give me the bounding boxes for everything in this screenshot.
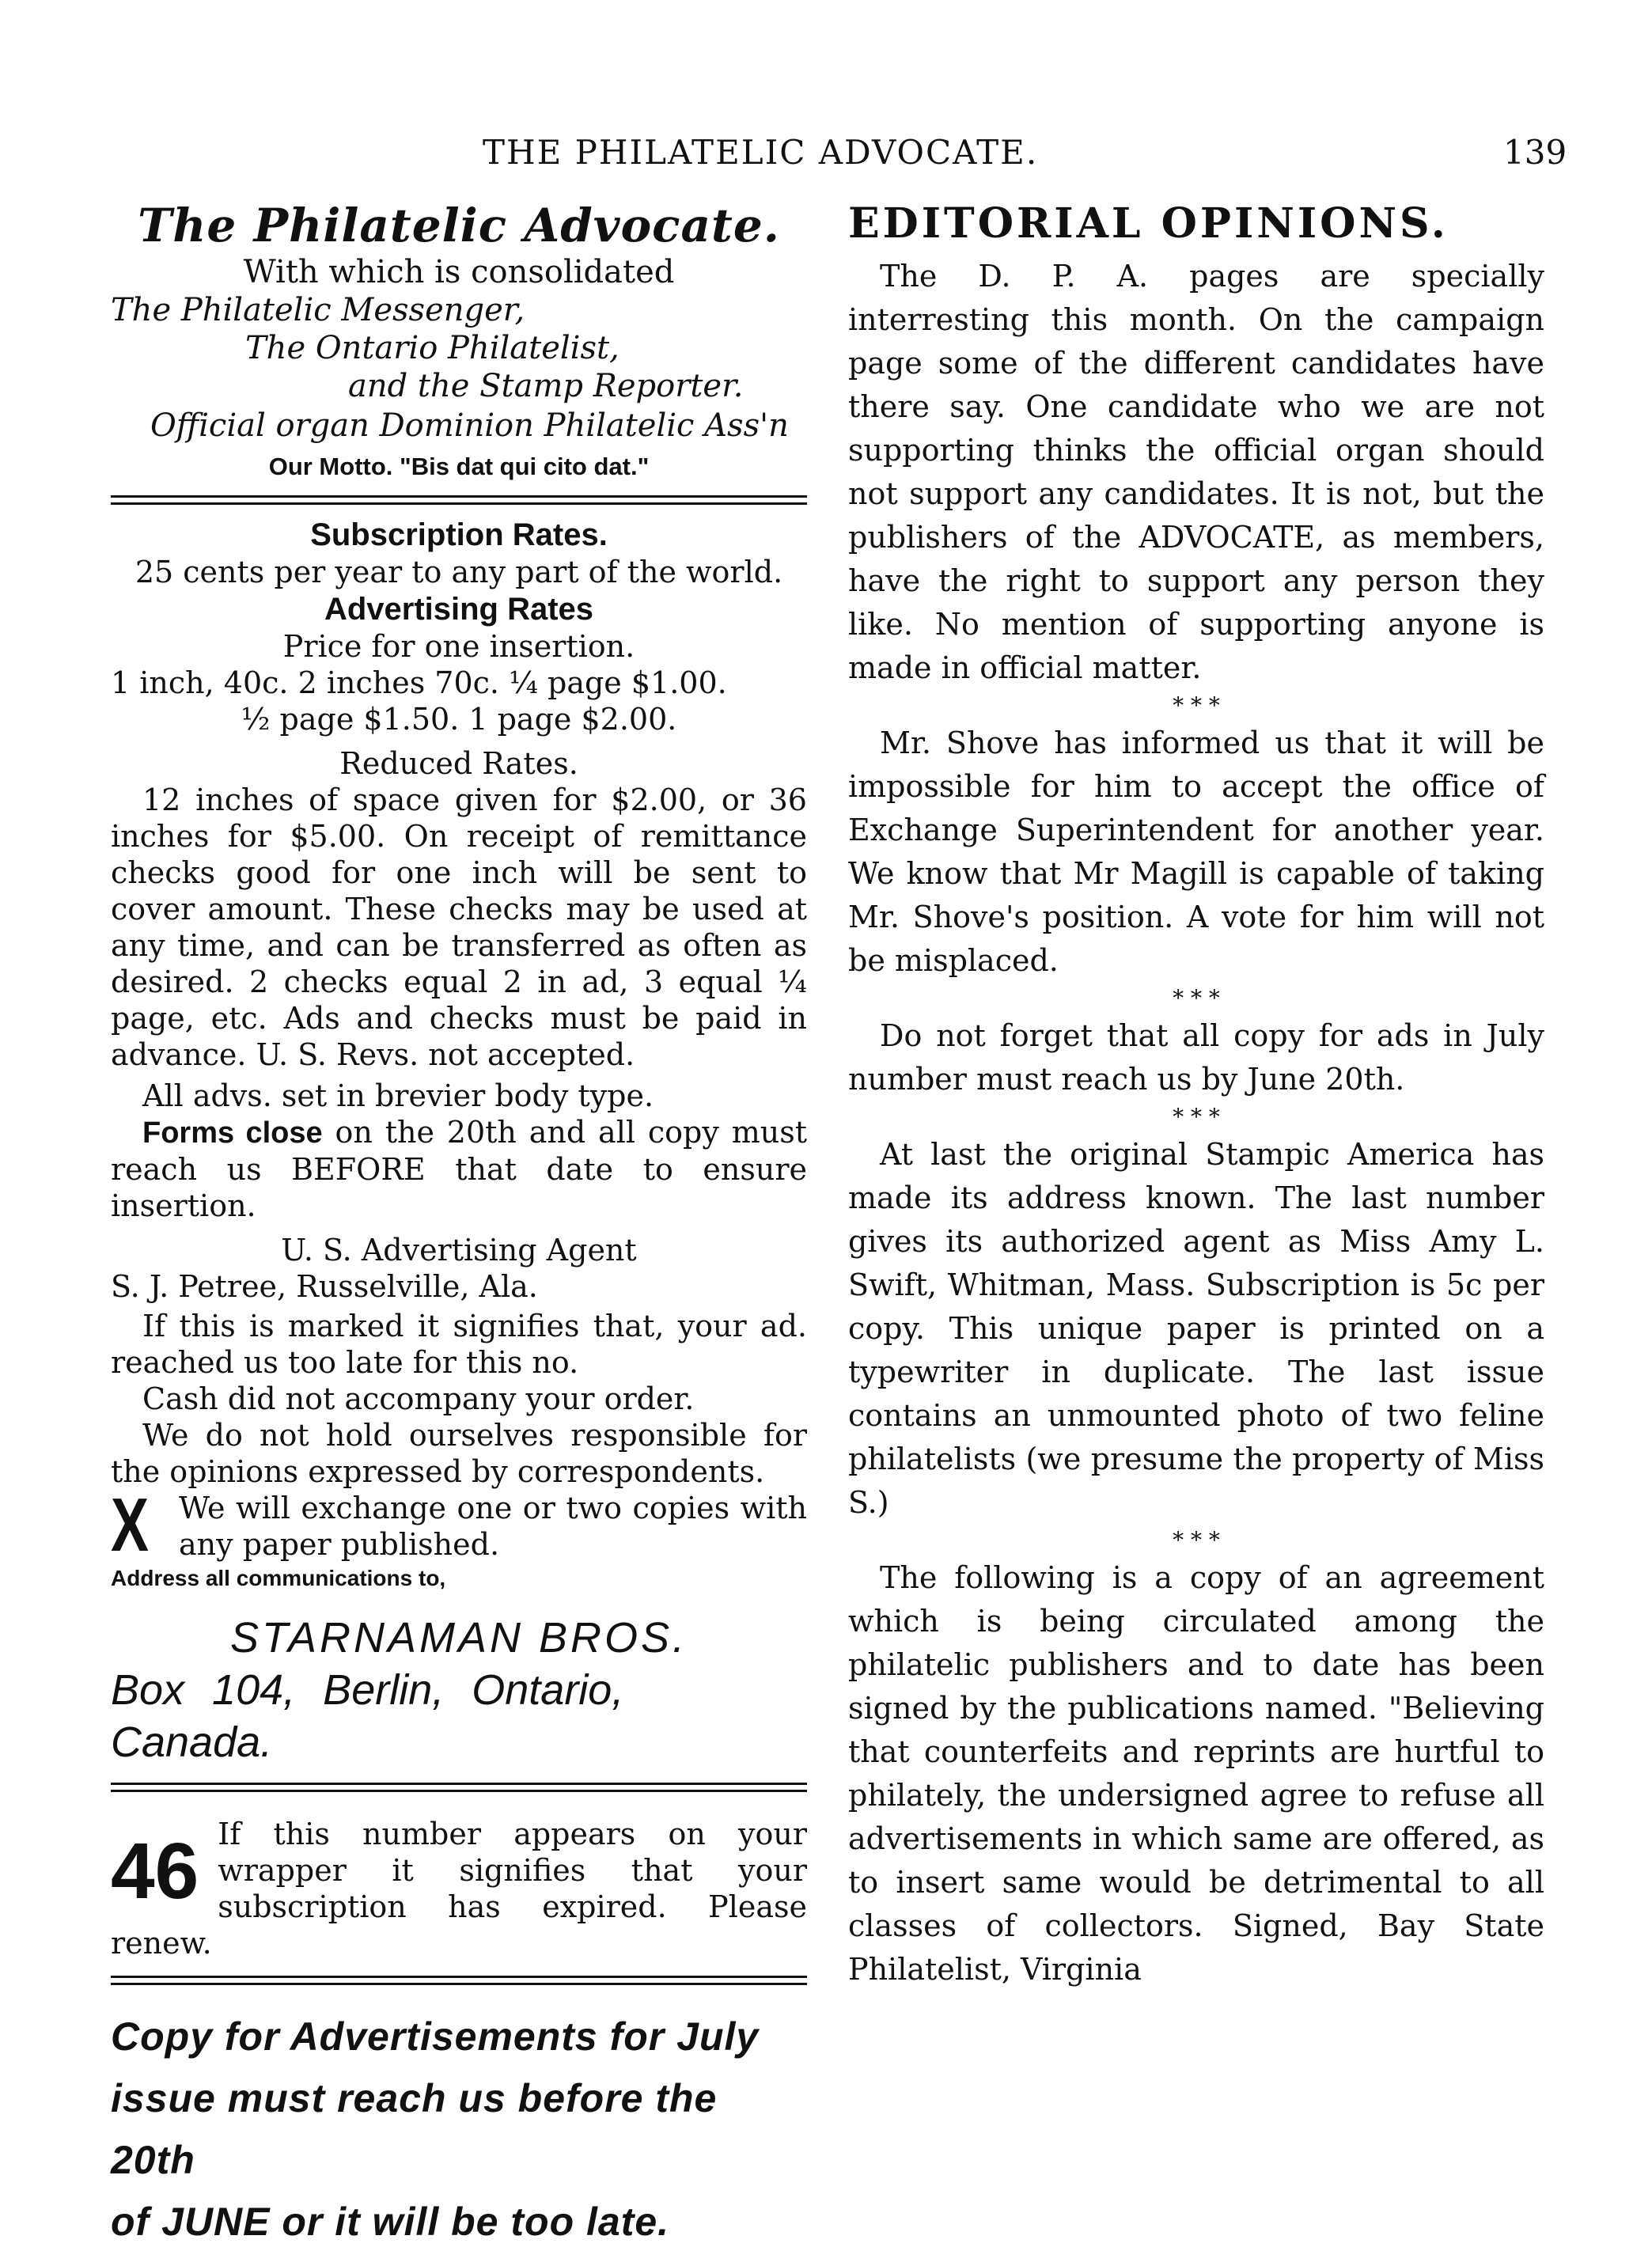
publisher-address xyxy=(111,1664,807,1768)
official-organ: Official organ Dominion Philatelic Ass'n xyxy=(150,407,789,444)
exchange-mark: X xyxy=(111,1490,150,1563)
us-agent-heading: U. S. Advertising Agent xyxy=(281,1233,637,1268)
right-column xyxy=(848,198,1544,1991)
consolidated-item: The Ontario Philatelist, xyxy=(245,330,620,366)
divider xyxy=(111,1783,807,1792)
subscription-number: 46 xyxy=(111,1827,199,1915)
editorial-paragraph: At last the original Stampic America has made its address known. The last number gives its authorized agent as Miss Amy L. Swift, Whitman, Mass. Subscription is 5c per copy. This unique paper is printed on a typewriter in duplicate. The last issue contains an unmounted photo of two feline philatelists (we presume the property of Miss S.) xyxy=(848,1137,1544,1520)
rates-line: 1 inch, 40c. 2 inches 70c. ¼ page $1.00. xyxy=(111,665,727,700)
editorial-paragraph: The D. P. A. pages are specially interresting this month. On the campaign page some of the different candidates have there say. One candidate who we are not supporting thinks the official organ should not support any candidates. It is not, but the publishers of the ADVOCATE, as members, have the right to support any person they like. No mention of supporting anyone is made in official matter. xyxy=(848,259,1544,685)
subscription-notice-text: If this number appears on your wrapper it signifies that your subscription has expired. Please renew. xyxy=(111,1817,807,1961)
marked-text: If this is marked it signifies that, your ad. reached us too late for this no. xyxy=(111,1309,807,1380)
address-box: Box 104, xyxy=(111,1666,296,1714)
left-column xyxy=(111,198,807,2253)
separator-stars: * * * xyxy=(1173,1104,1220,1130)
consolidated-intro: With which is consolidated xyxy=(243,254,675,290)
exchange-notice xyxy=(111,1490,807,1563)
us-agent: S. J. Petree, Russelville, Ala. xyxy=(111,1269,538,1304)
rates-line: ½ page $1.50. 1 page $2.00. xyxy=(241,702,677,737)
consolidated-item: The Philatelic Messenger, xyxy=(111,292,525,328)
forms-close-label: Forms close xyxy=(142,1116,323,1150)
address-country: Canada. xyxy=(111,1718,273,1766)
editorial-paragraph: The following is a copy of an agreement which is being circulated among the philatelic publishers and to date has been signed by the publications named. "Believing that counterfeits and reprints are hurtful to philately, the undersigned agree to refuse all advertisements in which same are offered, as to insert same would be detrimental to all classes of collectors. Signed, Bay State Philatelist, Virginia xyxy=(848,1560,1544,1987)
reduced-heading: Reduced Rates. xyxy=(339,746,578,781)
copy-notice xyxy=(111,2006,807,2253)
divider xyxy=(111,1976,807,1985)
subscription-heading: Subscription Rates. xyxy=(310,517,608,552)
editorial-paragraph: Do not forget that all copy for ads in July number must reach us by June 20th. xyxy=(848,1018,1544,1097)
exchange-text: We will exchange one or two copies with any paper published. xyxy=(179,1491,807,1562)
forms-close-text: on the 20th and all copy must reach us BEFORE that date to ensure insertion. xyxy=(111,1115,807,1223)
copy-notice-line: Copy for Advertisements for July xyxy=(111,2014,760,2059)
consolidated-item: and the Stamp Reporter. xyxy=(348,368,744,404)
price-line: Price for one insertion. xyxy=(282,629,635,664)
copy-notice-line: issue must reach us before the 20th xyxy=(111,2076,718,2182)
forms-close xyxy=(111,1114,807,1224)
reduced-text: 12 inches of space given for $2.00, or 36 inches for $5.00. On receipt of remittance checks good for one inch will be sent to cover amount. These checks may be used at any time, and can be transferred as often as desired. 2 checks equal 2 in ad, 3 equal ¼ page, etc. Ads and checks must be paid in advance. U. S. Revs. not accepted. xyxy=(111,782,807,1072)
separator-stars: * * * xyxy=(1173,1527,1220,1553)
address-province: Ontario, xyxy=(472,1666,624,1714)
copy-notice-line: of JUNE or it will be too late. xyxy=(111,2200,670,2244)
motto: Our Motto. "Bis dat qui cito dat." xyxy=(268,453,650,480)
brevier-text: All advs. set in brevier body type. xyxy=(142,1078,654,1113)
address-label: Address all communications to, xyxy=(111,1566,446,1590)
masthead: The Philatelic Advocate. xyxy=(138,199,780,252)
publisher-name: STARNAMAN BROS. xyxy=(229,1614,688,1662)
subscription-notice xyxy=(111,1816,807,1961)
subscription-text: 25 cents per year to any part of the world. xyxy=(135,555,783,589)
page-number: 139 xyxy=(1503,133,1567,172)
advertising-heading: Advertising Rates xyxy=(324,592,594,627)
running-title: THE PHILATELIC ADVOCATE. xyxy=(483,133,1039,172)
editorial-paragraph: Mr. Shove has informed us that it will be impossible for him to accept the office of Exchange Superintendent for another year. We know that Mr Magill is capable of taking Mr. Shove's position. A vote for him will not be misplaced. xyxy=(848,726,1544,978)
address-city: Berlin, xyxy=(323,1666,445,1714)
responsible-text: We do not hold ourselves responsible for the opinions expressed by correspondents. xyxy=(111,1418,807,1489)
cash-text: Cash did not accompany your order. xyxy=(142,1381,695,1416)
separator-stars: * * * xyxy=(1173,692,1220,718)
divider xyxy=(111,495,807,505)
separator-stars: * * * xyxy=(1173,985,1220,1011)
editorial-title: EDITORIAL OPINIONS. xyxy=(848,199,1449,248)
